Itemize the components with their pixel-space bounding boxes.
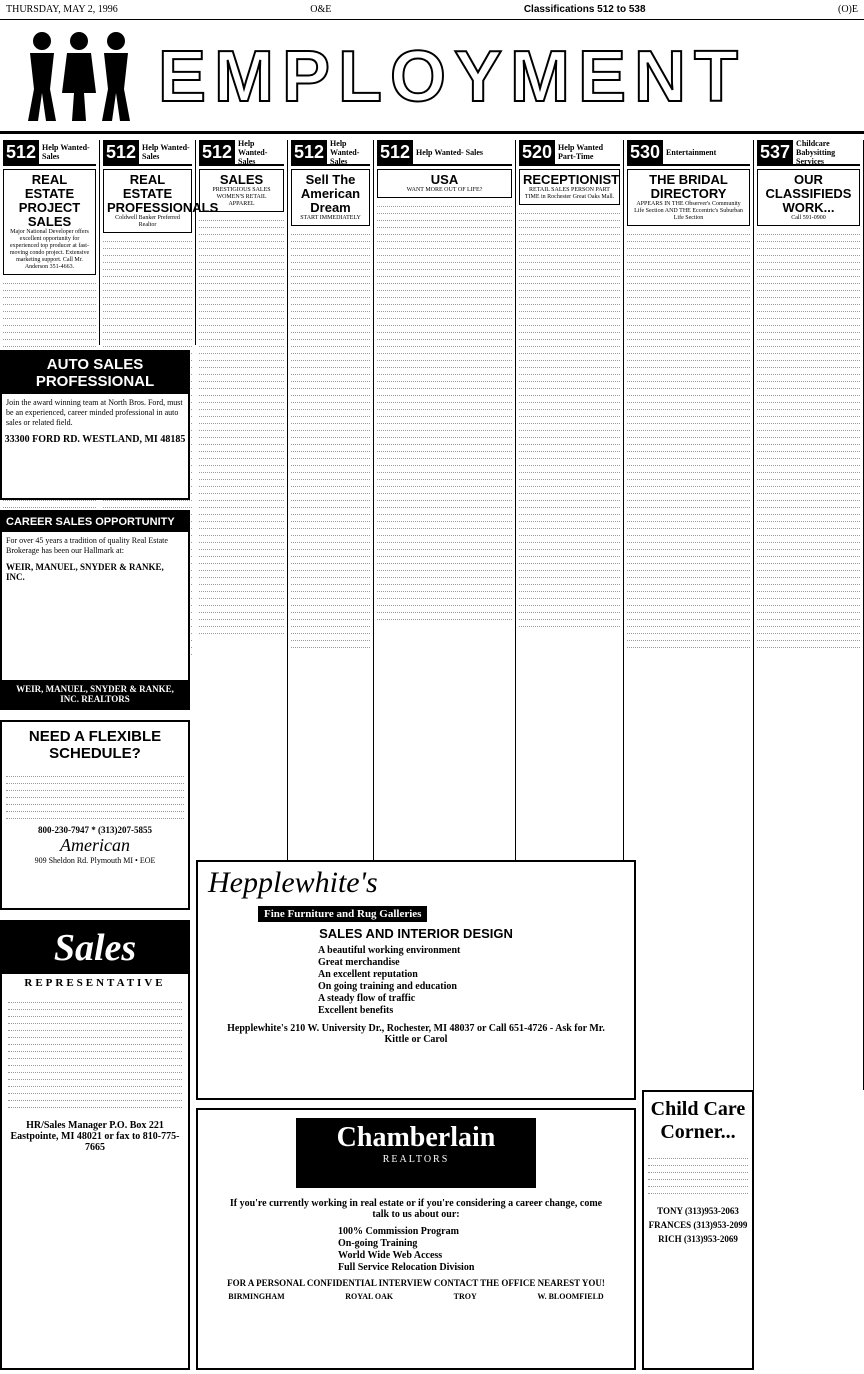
hepplewhite-bullets — [198, 945, 634, 1017]
column-ad-title: OUR CLASSIFIEDS WORK... — [765, 172, 852, 215]
hepplewhite-contact: Hepplewhite's 210 W. University Dr., Rochester, MI 48037 or Call 651-4726 - Ask for Mr. Kittle or Carol — [227, 1023, 605, 1045]
hepplewhite-ad — [196, 860, 636, 1100]
column-ad-title: SALES — [219, 172, 264, 187]
section-heading — [757, 140, 860, 166]
flexible-address: 909 Sheldon Rd. Plymouth MI • EOE — [34, 856, 156, 865]
column-listings — [627, 230, 750, 648]
hepplewhite-brand: Hepplewhite's — [208, 866, 378, 899]
section-label: Help Wanted- Sales — [42, 143, 90, 161]
section-heading — [627, 140, 750, 166]
column-ad — [3, 169, 96, 275]
office-name: W. BLOOMFIELD — [537, 1292, 604, 1301]
chamberlain-bullet: Full Service Relocation Division — [338, 1262, 475, 1273]
column-ad-text: START IMMEDIATELY — [300, 215, 361, 221]
column-ad — [519, 169, 620, 205]
flexible-company: American — [60, 835, 130, 855]
hepplewhite-bullet: Excellent benefits — [318, 1005, 394, 1016]
career-sales-firm: WEIR, MANUEL, SNYDER & RANKE, INC. — [6, 562, 164, 582]
chamberlain-bullets — [198, 1222, 634, 1274]
classified-column — [374, 140, 516, 860]
childcare-corner-title: Child Care Corner... — [650, 1098, 746, 1143]
column-ad-title: REAL ESTATE PROFESSIONALS — [107, 172, 219, 215]
column-ad-text: Call 591-0900 — [791, 215, 826, 221]
auto-sales-text: Join the award winning team at North Bros. Ford, must be an experienced, career minded professional in auto sales or related field. — [6, 398, 183, 427]
flexible-title: NEED A FLEXIBLE SCHEDULE? — [28, 728, 162, 762]
chamberlain-lead: If you're currently working in real estate or if you're considering a career change, come talk to us about our: — [229, 1198, 603, 1220]
chamberlain-brand: Chamberlain — [336, 1122, 496, 1153]
section-label: Entertainment — [666, 147, 717, 157]
chamberlain-bullet: On-going Training — [338, 1238, 418, 1249]
career-sales-title: CAREER SALES OPPORTUNITY — [2, 512, 188, 532]
section-number: 512 — [199, 140, 235, 164]
column-ad-text: APPEARS IN THE Observer's Community Life Section AND THE Eccentric's Suburban Life Section — [634, 201, 743, 221]
chamberlain-bullet: 100% Commission Program — [338, 1226, 459, 1237]
section-heading — [199, 140, 284, 166]
hepplewhite-bullet: Great merchandise — [318, 957, 400, 968]
office-name: TROY — [453, 1292, 477, 1301]
office-name: ROYAL OAK — [345, 1292, 394, 1301]
classified-column — [624, 140, 754, 1090]
hepplewhite-bullet: On going training and education — [318, 981, 457, 992]
column-listings — [377, 202, 512, 620]
childcare-contact: FRANCES (313)953-2099 — [648, 1220, 748, 1230]
people-icon — [24, 29, 134, 125]
column-ad-title: REAL ESTATE PROJECT SALES — [18, 172, 81, 229]
sales-rep-title: Sales — [2, 922, 188, 974]
flexible-body — [2, 768, 188, 825]
column-ad-title: THE BRIDAL DIRECTORY — [649, 172, 728, 201]
childcare-corner-ad — [642, 1090, 754, 1370]
column-ad-text: WANT MORE OUT OF LIFE? — [406, 187, 483, 193]
sales-rep-body — [2, 992, 188, 1116]
childcare-corner-body — [644, 1150, 752, 1200]
childcare-contact: RICH (313)953-2069 — [658, 1234, 738, 1244]
column-ad-text: RETAIL SALES PERSON PART TIME in Rochester Great Oaks Mall. — [524, 187, 615, 200]
flexible-schedule-ad — [0, 720, 190, 910]
hepplewhite-bullet: A steady flow of traffic — [318, 993, 416, 1004]
column-listings — [199, 216, 284, 634]
chamberlain-contact: FOR A PERSONAL CONFIDENTIAL INTERVIEW CONTACT THE OFFICE NEAREST YOU! — [227, 1278, 605, 1288]
classified-column — [754, 140, 864, 1090]
auto-sales-address: 33300 FORD RD. WESTLAND, MI 48185 — [4, 434, 186, 445]
classified-column — [196, 140, 288, 860]
hepplewhite-tagline: Fine Furniture and Rug Galleries — [258, 906, 427, 922]
column-ad-text: PRESTIGIOUS SALES WOMEN'S RETAIL APPAREL — [212, 187, 271, 207]
section-number: 537 — [757, 140, 793, 164]
column-listings — [519, 209, 620, 627]
career-sales-text: For over 45 years a tradition of quality Real Estate Brokerage has been our Hallmark at: — [6, 536, 168, 555]
chamberlain-offices — [198, 1292, 634, 1301]
hepplewhite-bullet: An excellent reputation — [318, 969, 418, 980]
column-listings — [291, 230, 370, 648]
column-ad — [291, 169, 370, 226]
office-name: BIRMINGHAM — [228, 1292, 285, 1301]
page-header — [0, 0, 864, 20]
career-sales-ad — [0, 510, 190, 710]
column-ad — [757, 169, 860, 226]
header-brand: (O)E — [838, 4, 858, 15]
sales-rep-subtitle: REPRESENTATIVE — [24, 977, 166, 989]
section-number: 512 — [3, 140, 39, 164]
career-sales-footer: WEIR, MANUEL, SNYDER & RANKE, INC. REALTORS — [2, 680, 188, 708]
header-classifications: Classifications 512 to 538 — [523, 4, 646, 15]
classified-column — [100, 140, 219, 345]
column-ad — [627, 169, 750, 226]
banner-title: EMPLOYMENT — [158, 36, 747, 117]
column-ad-text: Major National Developer offers excellent opportunity for experienced top producer at fast-moving condo project. Extensive marketing support. Call Mr. Anderson 351-4663. — [9, 229, 90, 270]
section-number: 512 — [291, 140, 327, 164]
column-ad-title: RECEPTIONIST — [523, 172, 620, 187]
header-paper: O&E — [310, 4, 332, 15]
sales-rep-footer: HR/Sales Manager P.O. Box 221 Eastpointe, MI 48021 or fax to 810-775-7665 — [10, 1120, 180, 1153]
employment-banner — [0, 22, 864, 134]
section-number: 520 — [519, 140, 555, 164]
auto-sales-ad — [0, 350, 190, 500]
sales-rep-ad — [0, 920, 190, 1370]
section-number: 530 — [627, 140, 663, 164]
column-ad — [103, 169, 219, 233]
column-ad-text: Coldwell Banker Preferred Realtor — [115, 215, 180, 228]
section-heading — [519, 140, 620, 166]
column-ad — [199, 169, 284, 212]
section-heading — [103, 140, 192, 166]
section-number: 512 — [377, 140, 413, 164]
section-heading — [377, 140, 512, 166]
column-listings — [757, 230, 860, 648]
auto-sales-title: AUTO SALES PROFESSIONAL — [2, 352, 188, 394]
section-label: Help Wanted- Sales — [330, 138, 360, 166]
section-label: Help Wanted- Sales — [142, 143, 190, 161]
hepplewhite-bullet: A beautiful working environment — [318, 945, 461, 956]
section-number: 512 — [103, 140, 139, 164]
childcare-contacts — [644, 1200, 752, 1250]
section-label: Childcare Babysitting Services — [796, 138, 836, 166]
classified-column — [0, 140, 100, 345]
section-heading — [291, 140, 370, 166]
chamberlain-sub: REALTORS — [382, 1154, 450, 1165]
column-ad-title: Sell The American Dream — [300, 172, 361, 215]
chamberlain-ad — [196, 1108, 636, 1370]
section-label: Help Wanted- Sales — [238, 138, 268, 166]
flexible-phone: 800-230-7947 * (313)207-5855 — [38, 825, 152, 835]
childcare-contact: TONY (313)953-2063 — [657, 1206, 739, 1216]
section-label: Help Wanted Part-Time — [558, 143, 604, 161]
section-label: Help Wanted- Sales — [416, 147, 484, 157]
column-ad-title: USA — [430, 172, 459, 187]
section-heading — [3, 140, 96, 166]
chamberlain-bullet: World Wide Web Access — [338, 1250, 443, 1261]
hepplewhite-title: SALES AND INTERIOR DESIGN — [319, 926, 513, 941]
classified-column — [288, 140, 374, 860]
header-date: THURSDAY, MAY 2, 1996 — [6, 4, 118, 15]
column-ad — [377, 169, 512, 198]
